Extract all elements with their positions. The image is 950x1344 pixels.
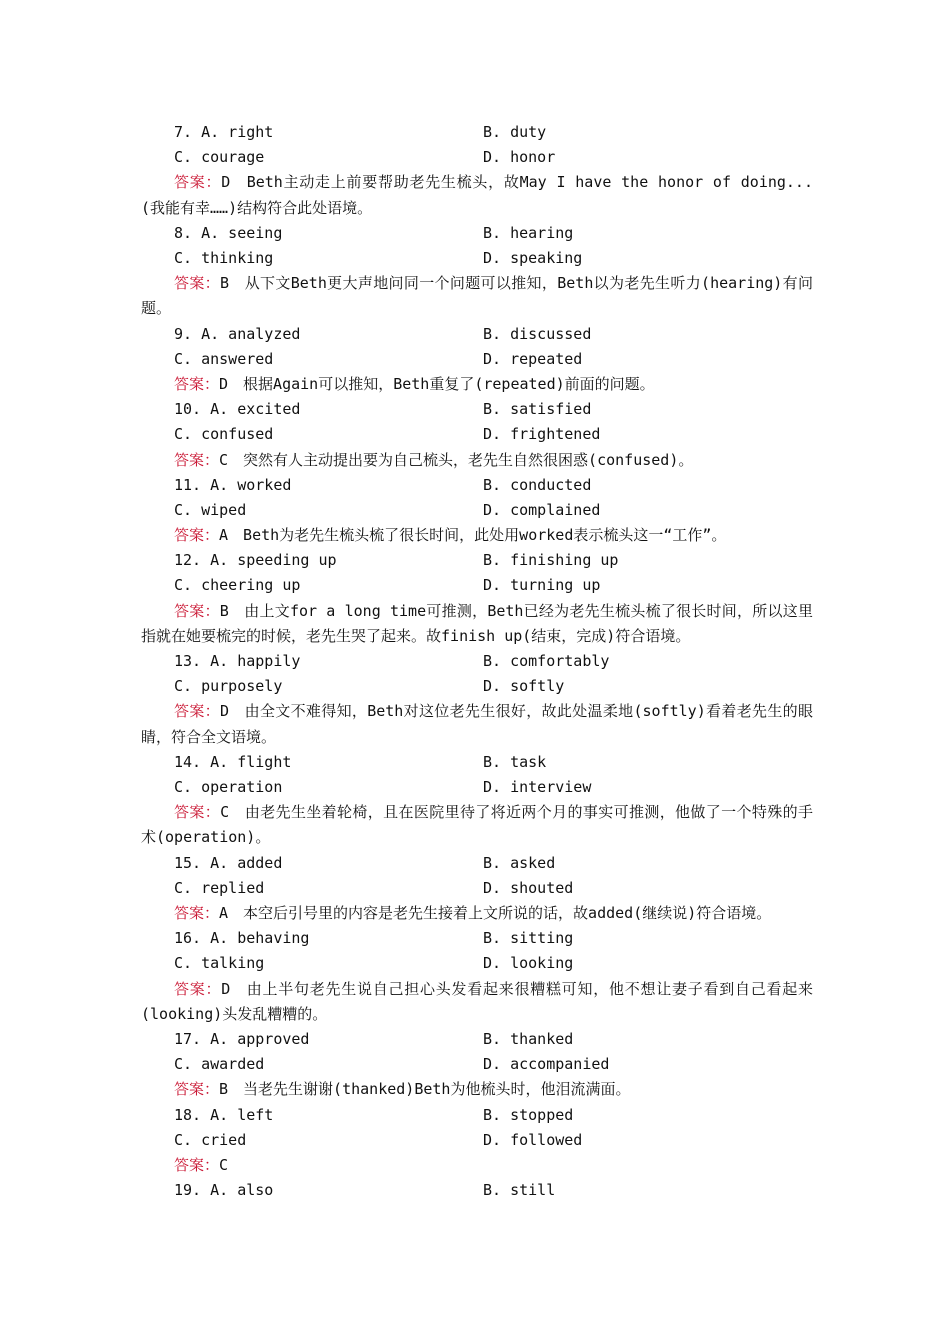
option-a: 19. A. also bbox=[174, 1181, 274, 1200]
option-a: 18. A. left bbox=[174, 1105, 274, 1124]
answer-explanation bbox=[141, 271, 813, 321]
answer-explanation bbox=[141, 448, 813, 473]
answer-label: 答案： bbox=[174, 374, 220, 393]
option-c: C. cheering up bbox=[174, 576, 301, 595]
answer-text: D 由全文不难得知，Beth对这位老先生很好，故此处温柔地(softly)看着老先生的眼睛，符合全文语境。 bbox=[141, 702, 813, 746]
option-a: 13. A. happily bbox=[174, 652, 301, 671]
answer-text: D 根据Again可以推知，Beth重复了(repeated)前面的问题。 bbox=[219, 374, 655, 393]
question-item bbox=[141, 750, 813, 851]
option-row bbox=[141, 851, 813, 876]
option-row bbox=[141, 573, 813, 598]
question-item bbox=[141, 1103, 813, 1179]
question-item bbox=[141, 120, 813, 221]
answer-explanation bbox=[141, 599, 813, 649]
option-a: 10. A. excited bbox=[174, 400, 301, 419]
option-row bbox=[141, 548, 813, 573]
answer-label: 答案： bbox=[174, 173, 222, 192]
option-row bbox=[141, 120, 813, 145]
option-b: B. discussed bbox=[483, 324, 592, 343]
answer-text: A 本空后引号里的内容是老先生接着上文所说的话，故added(继续说)符合语境。 bbox=[219, 904, 772, 923]
option-a: 17. A. approved bbox=[174, 1030, 310, 1048]
option-c: C. courage bbox=[174, 148, 265, 167]
option-b: B. still bbox=[483, 1181, 556, 1200]
option-row bbox=[141, 775, 813, 800]
option-d: D. frightened bbox=[483, 425, 601, 444]
option-row bbox=[141, 1103, 813, 1128]
option-c: C. cried bbox=[174, 1130, 247, 1149]
option-row bbox=[141, 322, 813, 347]
answer-label: 答案： bbox=[174, 904, 220, 923]
answer-text: C bbox=[219, 1155, 229, 1174]
option-b: B. asked bbox=[483, 853, 556, 872]
answer-explanation bbox=[141, 1153, 813, 1178]
option-d: D. complained bbox=[483, 500, 601, 519]
answer-label: 答案： bbox=[174, 702, 220, 721]
answer-explanation bbox=[141, 800, 813, 850]
option-a: 12. A. speeding up bbox=[174, 551, 337, 570]
option-c: C. awarded bbox=[174, 1055, 265, 1074]
question-list bbox=[141, 120, 813, 1203]
answer-text: B 由上文for a long time可推测，Beth已经为老先生梳头梳了很长时间，所以这里指就在她要梳完的时候，老先生哭了起来。故finish up(结束，完成)符合语境。 bbox=[141, 601, 813, 645]
option-b: B. comfortably bbox=[483, 652, 610, 671]
option-row bbox=[141, 1027, 813, 1052]
option-row bbox=[141, 1178, 813, 1203]
option-row bbox=[141, 1052, 813, 1077]
answer-text: B 当老先生谢谢(thanked)Beth为他梳头时，他泪流满面。 bbox=[219, 1080, 631, 1099]
question-item bbox=[141, 221, 813, 322]
option-a: 8. A. seeing bbox=[174, 223, 283, 242]
option-row bbox=[141, 145, 813, 170]
option-d: D. shouted bbox=[483, 878, 574, 897]
answer-label: 答案： bbox=[174, 450, 220, 469]
answer-explanation bbox=[141, 901, 813, 926]
option-a: 15. A. added bbox=[174, 853, 283, 872]
answer-text: B 从下文Beth更大声地问同一个问题可以推知，Beth以为老先生听力(hearing)有问题。 bbox=[141, 274, 813, 318]
answer-explanation bbox=[141, 1077, 813, 1102]
answer-text: A Beth为老先生梳头梳了很长时间，此处用worked表示梳头这一“工作”。 bbox=[219, 526, 727, 545]
option-row bbox=[141, 347, 813, 372]
option-b: B. task bbox=[483, 752, 547, 771]
option-c: C. operation bbox=[174, 778, 283, 797]
option-row bbox=[141, 246, 813, 271]
answer-explanation bbox=[141, 977, 813, 1027]
option-b: B. thanked bbox=[483, 1030, 574, 1048]
option-row bbox=[141, 649, 813, 674]
option-c: C. answered bbox=[174, 349, 274, 368]
option-b: B. conducted bbox=[483, 475, 592, 494]
option-c: C. confused bbox=[174, 425, 274, 444]
option-b: B. duty bbox=[483, 123, 547, 141]
option-c: C. wiped bbox=[174, 500, 247, 519]
answer-label: 答案： bbox=[174, 1080, 220, 1099]
option-a: 11. A. worked bbox=[174, 475, 292, 494]
answer-label: 答案： bbox=[174, 803, 221, 822]
question-item bbox=[141, 322, 813, 398]
answer-text: C 突然有人主动提出要为自己梳头，老先生自然很困惑(confused)。 bbox=[219, 450, 694, 469]
option-row bbox=[141, 397, 813, 422]
answer-label: 答案： bbox=[174, 1155, 220, 1174]
question-item bbox=[141, 851, 813, 927]
option-row bbox=[141, 750, 813, 775]
answer-text: C 由老先生坐着轮椅，且在医院里待了将近两个月的事实可推测，他做了一个特殊的手术(operation)。 bbox=[141, 803, 813, 847]
option-d: D. turning up bbox=[483, 576, 601, 595]
question-item bbox=[141, 473, 813, 549]
option-b: B. sitting bbox=[483, 929, 574, 948]
option-b: B. finishing up bbox=[483, 551, 619, 570]
option-d: D. repeated bbox=[483, 349, 583, 368]
answer-label: 答案： bbox=[174, 274, 221, 293]
option-d: D. looking bbox=[483, 954, 574, 973]
option-d: D. speaking bbox=[483, 248, 583, 267]
option-row bbox=[141, 422, 813, 447]
option-row bbox=[141, 498, 813, 523]
option-row bbox=[141, 473, 813, 498]
answer-explanation bbox=[141, 699, 813, 749]
option-row bbox=[141, 1128, 813, 1153]
answer-explanation bbox=[141, 523, 813, 548]
question-item bbox=[141, 548, 813, 649]
question-item bbox=[141, 397, 813, 473]
option-row bbox=[141, 926, 813, 951]
answer-text: D 由上半句老先生说自己担心头发看起来很糟糕可知，他不想让妻子看到自己看起来(looking)头发乱糟糟的。 bbox=[141, 979, 813, 1023]
question-item bbox=[141, 649, 813, 750]
question-item bbox=[141, 926, 813, 1027]
option-d: D. accompanied bbox=[483, 1055, 610, 1074]
option-d: D. honor bbox=[483, 148, 556, 167]
answer-label: 答案： bbox=[174, 601, 220, 620]
option-row bbox=[141, 951, 813, 976]
option-row bbox=[141, 221, 813, 246]
option-b: B. hearing bbox=[483, 223, 574, 242]
answer-label: 答案： bbox=[174, 526, 220, 545]
answer-explanation bbox=[141, 170, 813, 220]
option-b: B. stopped bbox=[483, 1105, 574, 1124]
option-a: 16. A. behaving bbox=[174, 929, 310, 948]
option-row bbox=[141, 674, 813, 699]
option-a: 9. A. analyzed bbox=[174, 324, 301, 343]
option-a: 7. A. right bbox=[174, 123, 274, 141]
answer-explanation bbox=[141, 372, 813, 397]
answer-label: 答案： bbox=[174, 979, 222, 998]
option-c: C. talking bbox=[174, 954, 265, 973]
answer-text: D Beth主动走上前要帮助老先生梳头，故May I have the honor of doing...(我能有幸……)结构符合此处语境。 bbox=[141, 173, 813, 217]
question-item bbox=[141, 1027, 813, 1103]
option-c: C. purposely bbox=[174, 677, 283, 696]
option-b: B. satisfied bbox=[483, 400, 592, 419]
option-d: D. followed bbox=[483, 1130, 583, 1149]
question-item bbox=[141, 1178, 813, 1203]
option-c: C. thinking bbox=[174, 248, 274, 267]
option-d: D. interview bbox=[483, 778, 592, 797]
option-a: 14. A. flight bbox=[174, 752, 292, 771]
option-d: D. softly bbox=[483, 677, 565, 696]
option-row bbox=[141, 876, 813, 901]
option-c: C. replied bbox=[174, 878, 265, 897]
